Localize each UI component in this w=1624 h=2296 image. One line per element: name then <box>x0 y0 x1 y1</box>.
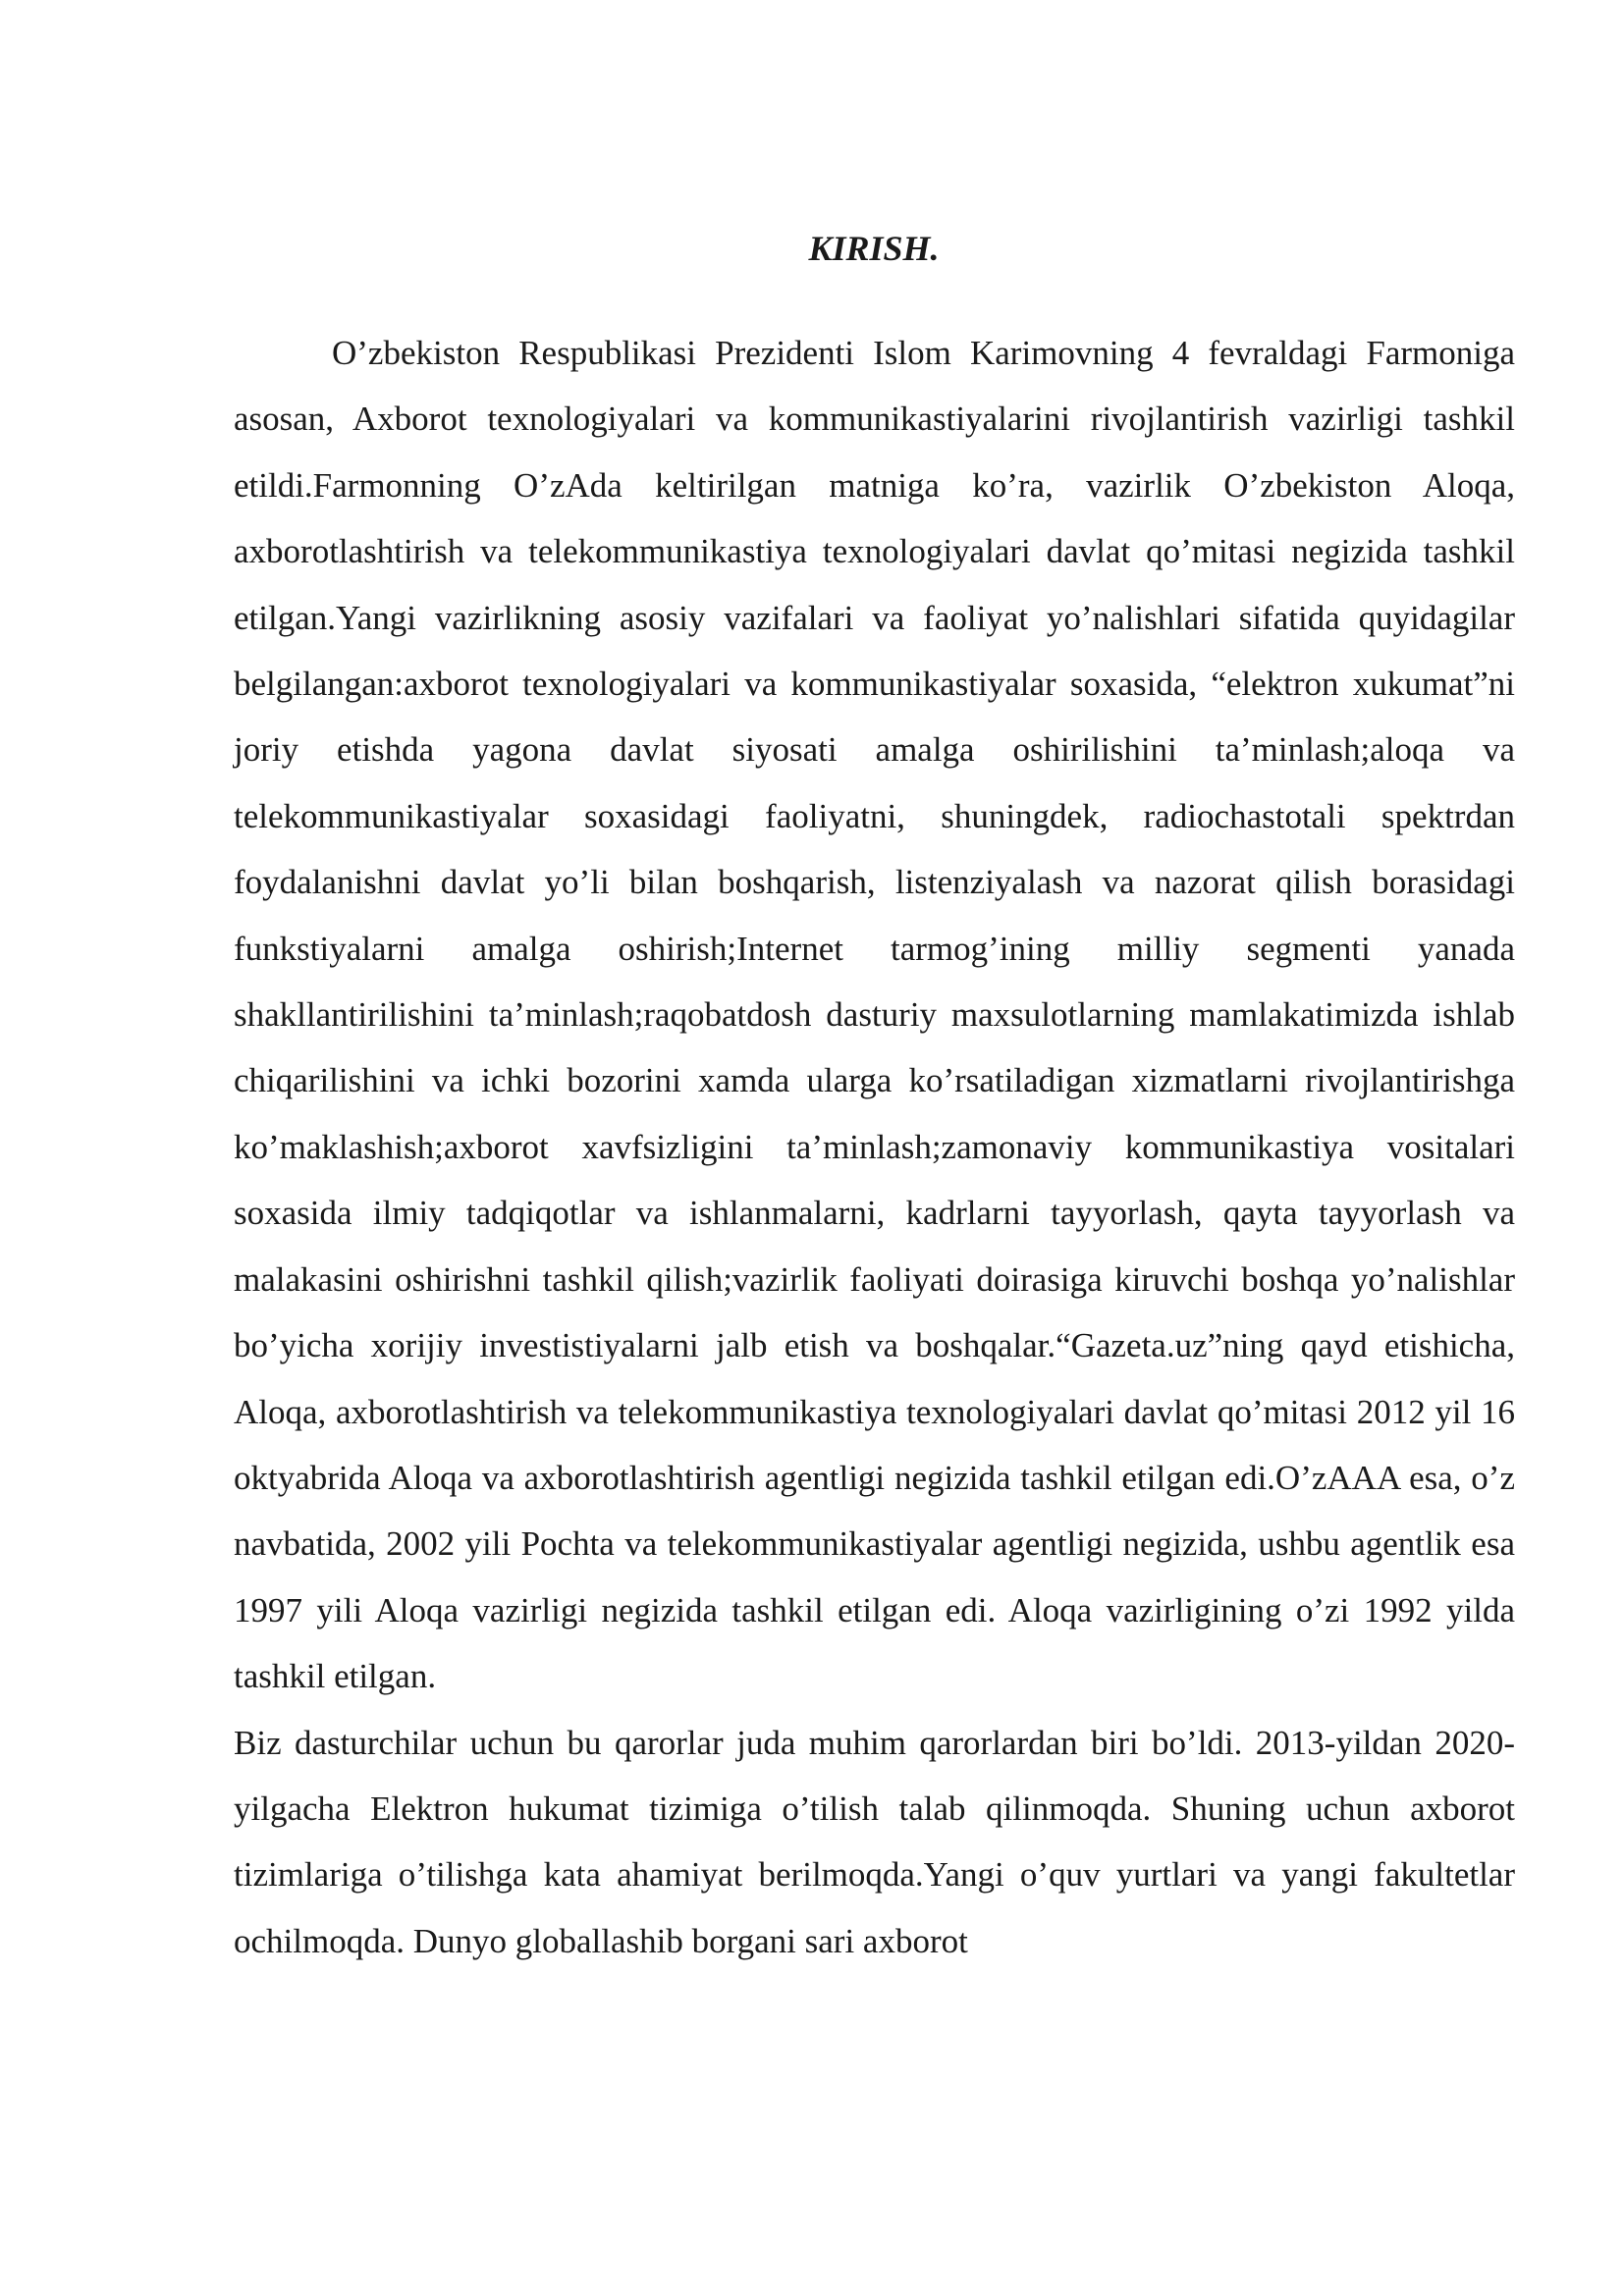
body-paragraph-1: O’zbekiston Respublikasi Prezidenti Islom Karimovning 4 fevraldagi Farmoniga asosan, Axborot texnologiyalari va kommunikastiyalarini rivojlantirish vazirligi tashkil etildi.Farmonning O’zAda keltirilgan matniga ko’ra, vazirlik O’zbekiston Aloqa, axborotlashtirish va telekommunikastiya texnologiyalari davlat qo’mitasi negizida tashkil etilgan.Yangi vazirlikning asosiy vazifalari va faoliyat yo’nalishlari sifatida quyidagilar belgilangan:axborot texnologiyalari va kommunikastiyalar soxasida, “elektron xukumat”ni joriy etishda yagona davlat siyosati amalga oshirilishini ta’minlash;aloqa va telekommunikastiyalar soxasidagi faoliyatni, shuningdek, radiochastotali spektrdan foydalanishni davlat yo’li bilan boshqarish, listenziyalash va nazorat qilish borasidagi funkstiyalarni amalga oshirish;Internet tarmog’ining milliy segmenti yanada shakllantirilishini ta’minlash;raqobatdosh dasturiy maxsulotlarning mamlakatimizda ishlab chiqarilishini va ichki bozorini xamda ularga ko’rsatiladigan xizmatlarni rivojlantirishga ko’maklashish;axborot xavfsizligini ta’minlash;zamonaviy kommunikastiya vositalari soxasida ilmiy tadqiqotlar va ishlanmalarni, kadrlarni tayyorlash, qayta tayyorlash va malakasini oshirishni tashkil qilish;vazirlik faoliyati doirasiga kiruvchi boshqa yo’nalishlar bo’yicha xorijiy investistiyalarni jalb etish va boshqalar.“Gazeta.uz”ning qayd etishicha, Aloqa, axborotlashtirish va telekommunikastiya texnologiyalari davlat qo’mitasi 2012 yil 16 oktyabrida Aloqa va axborotlashtirish agentligi negizida tashkil etilgan edi.O’zAAA esa, o’z navbatida, 2002 yili Pochta va telekommunikastiyalar agentligi negizida, ushbu agentlik esa 1997 yili Aloqa vazirligi negizida tashkil etilgan edi. Aloqa vazirligining o’zi 1992 yilda tashkil etilgan. <box>234 334 1515 1696</box>
document-title: KIRISH. <box>808 229 940 268</box>
document-body <box>234 320 1515 1974</box>
body-paragraph-2: Biz dasturchilar uchun bu qarorlar juda muhim qarorlardan biri bo’ldi. 2013-yildan 2020-yilgacha Elektron hukumat tizimiga o’tilish talab qilinmoqda. Shuning uchun axborot tizimlariga o’tilishga kata ahamiyat berilmoqda.Yangi o’quv yurtlari va yangi fakultetlar ochilmoqda. Dunyo globallashib borgani sari axborot <box>234 1723 1515 1960</box>
